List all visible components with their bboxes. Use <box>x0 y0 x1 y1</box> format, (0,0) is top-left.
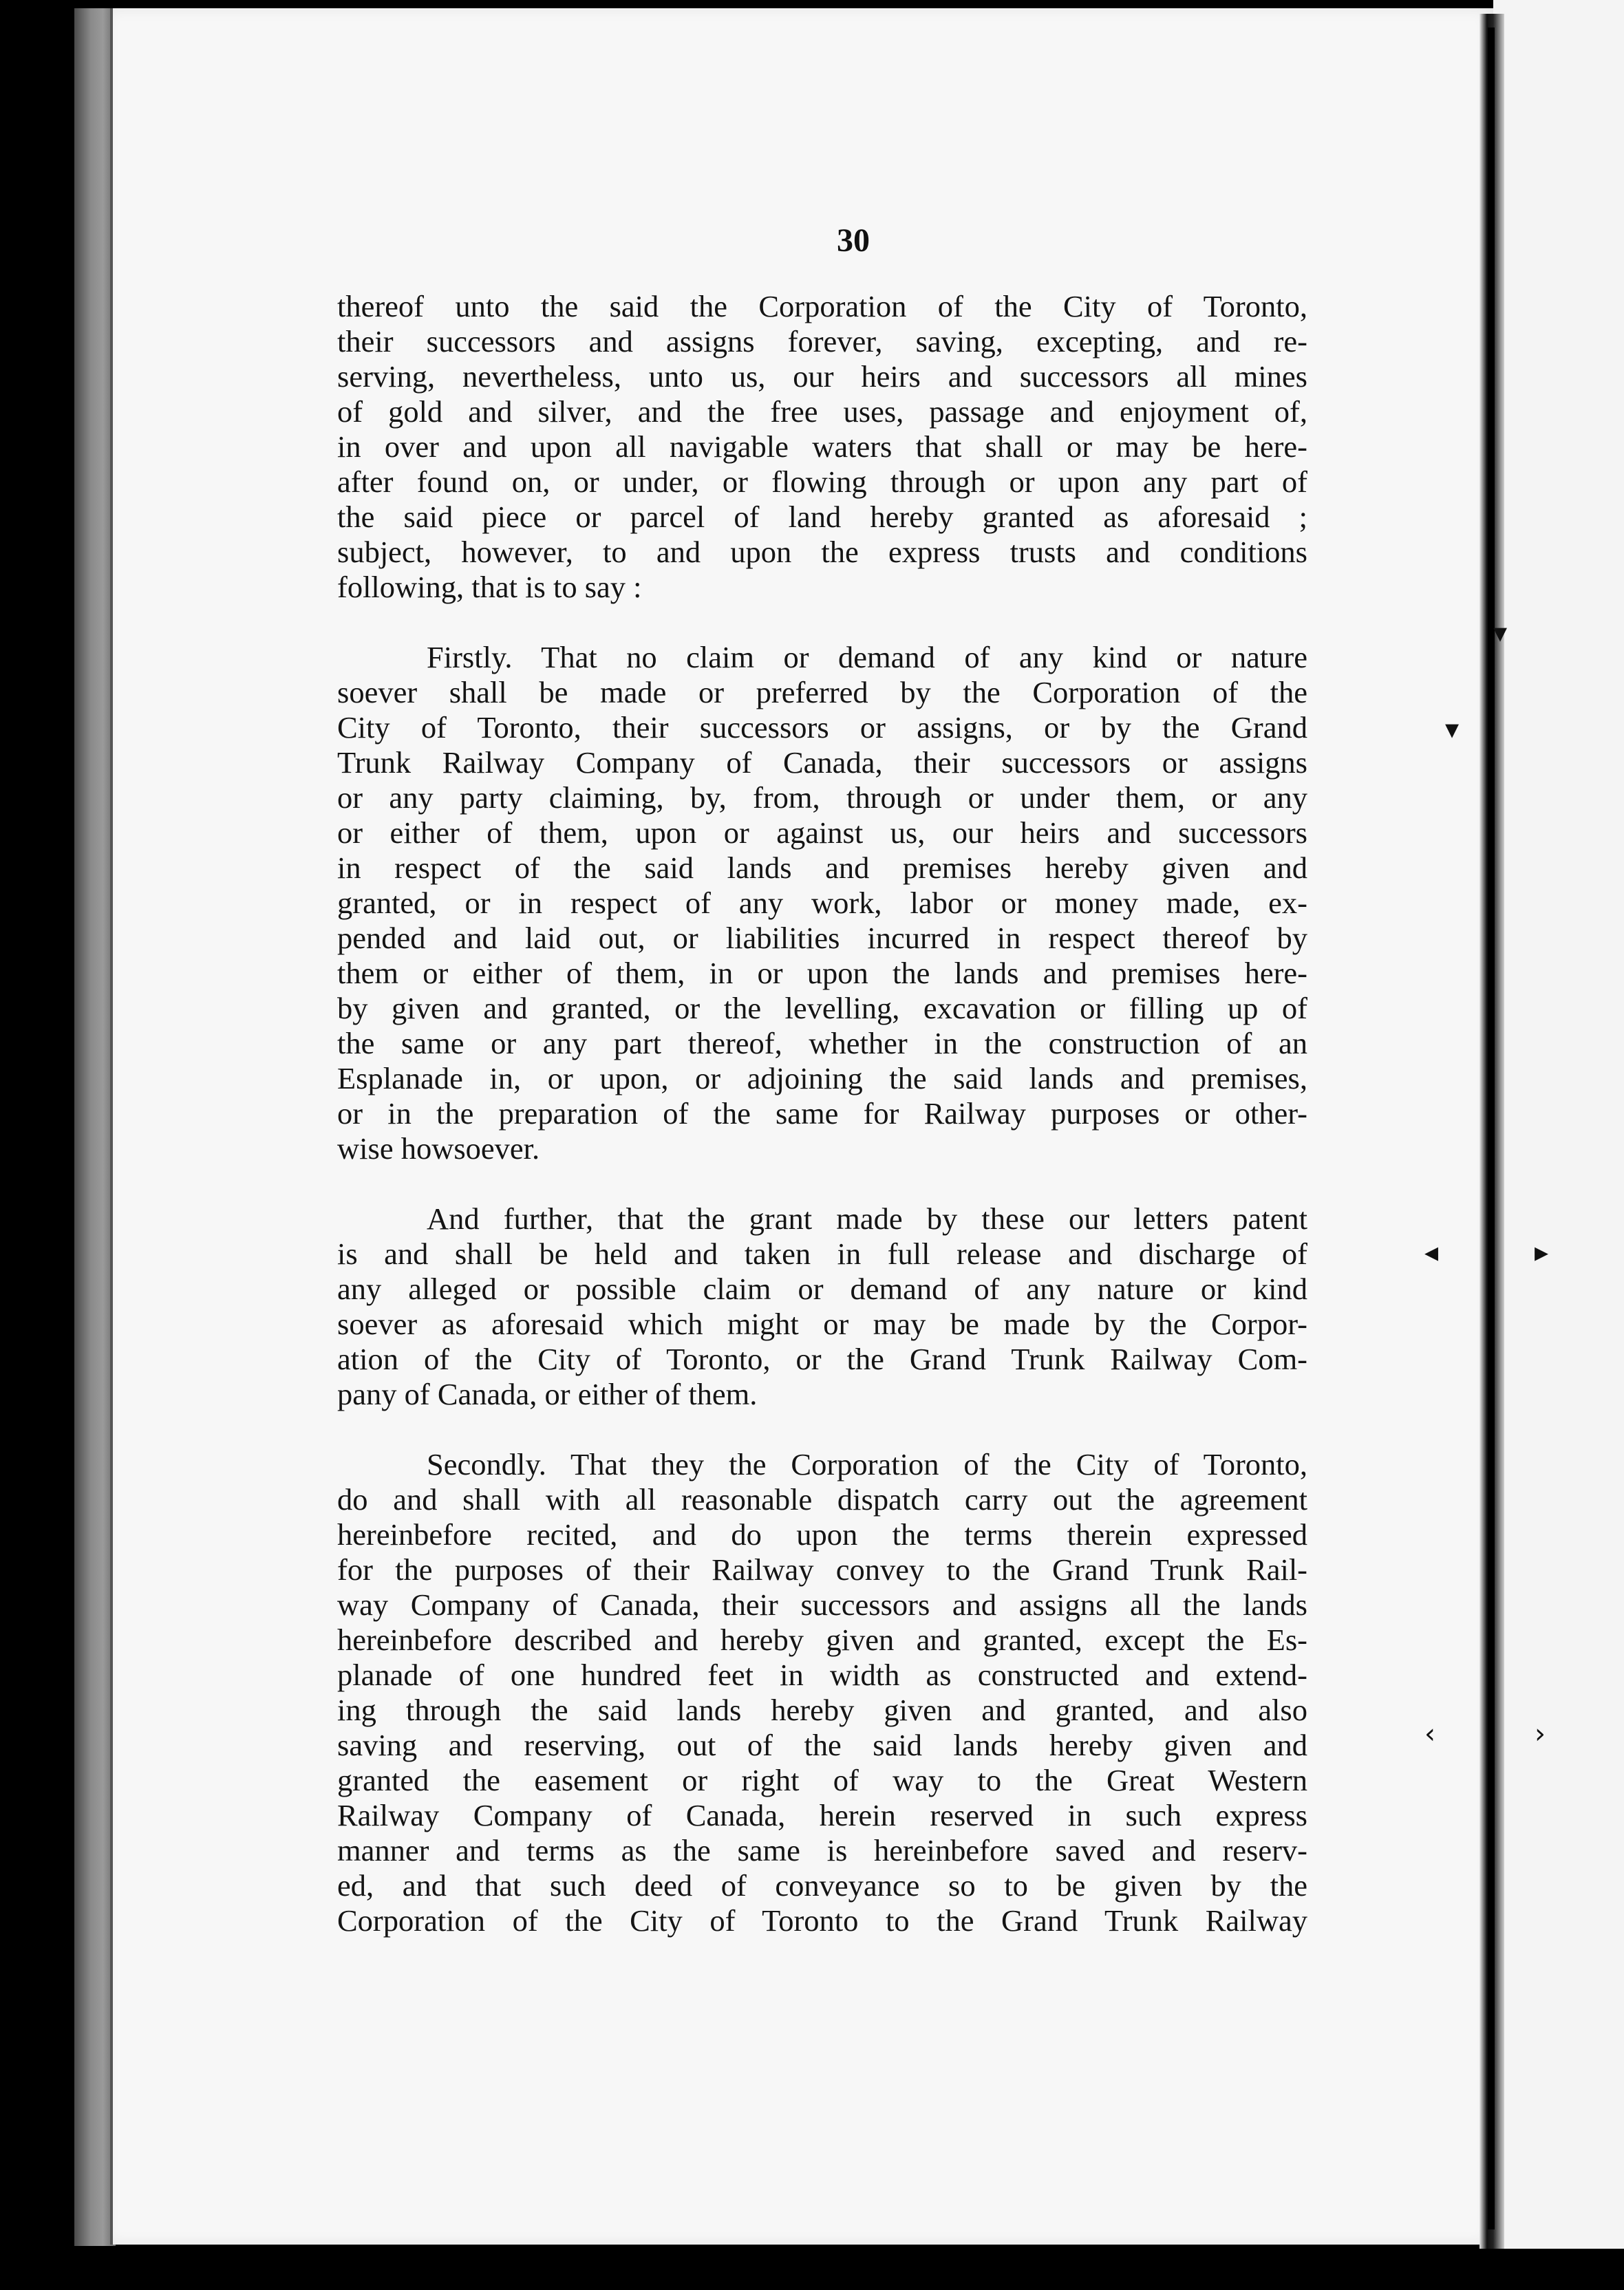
text-line: in respect of the said lands and premises hereby given and <box>337 850 1307 885</box>
text-line: do and shall with all reasonable dispatch carry out the agreement <box>337 1482 1307 1517</box>
text-line: after found on, or under, or flowing through or upon any part of <box>337 464 1307 499</box>
facing-page-edge <box>1493 0 1624 2278</box>
text-line: by given and granted, or the levelling, excavation or filling up of <box>337 991 1307 1025</box>
text-line: the said piece or parcel of land hereby granted as aforesaid ; <box>337 500 1307 534</box>
text-line: hereinbefore recited, and do upon the terms therein expressed <box>337 1517 1307 1552</box>
text-line: granted the easement or right of way to the Great Western <box>337 1763 1307 1797</box>
text-line: or either of them, upon or against us, our heirs and successors <box>337 815 1307 850</box>
text-line: them or either of them, in or upon the lands and premises here- <box>337 956 1307 990</box>
text-line: serving, nevertheless, unto us, our heirs and successors all mines <box>337 359 1307 394</box>
text-line: pany of Canada, or either of them. <box>337 1377 758 1411</box>
text-line: City of Toronto, their successors or assigns, or by the Grand <box>337 710 1307 745</box>
binding-mark: ▸ <box>1535 1237 1549 1268</box>
text-line: And further, that the grant made by these our letters patent <box>427 1201 1307 1236</box>
paragraph-secondly <box>337 1447 1307 1938</box>
text-line: in over and upon all navigable waters that shall or may be here- <box>337 429 1307 464</box>
scan-bottom-border <box>0 2249 1624 2290</box>
text-line: saving and reserving, out of the said lands hereby given and <box>337 1728 1307 1762</box>
binding-mark: ‹ <box>1424 1718 1435 1750</box>
text-line: any alleged or possible claim or demand of any nature or kind <box>337 1272 1307 1306</box>
text-line: hereinbefore described and hereby given and granted, except the Es- <box>337 1623 1307 1657</box>
text-line: or in the preparation of the same for Railway purposes or other- <box>337 1096 1307 1131</box>
text-line: subject, however, to and upon the express trusts and conditions <box>337 535 1307 569</box>
text-line: Corporation of the City of Toronto to the Grand Trunk Railway <box>337 1903 1307 1938</box>
page-number: 30 <box>837 222 870 259</box>
text-line: is and shall be held and taken in full release and discharge of <box>337 1237 1307 1271</box>
text-line: Esplanade in, or upon, or adjoining the said lands and premises, <box>337 1061 1307 1095</box>
text-line: Firstly. That no claim or demand of any kind or nature <box>427 640 1307 674</box>
left-board-edge <box>74 8 116 2246</box>
body-text <box>337 289 1307 1938</box>
text-line: Railway Company of Canada, herein reserved in such express <box>337 1798 1307 1832</box>
text-line: the same or any part thereof, whether in the construction of an <box>337 1026 1307 1060</box>
text-line: for the purposes of their Railway convey to the Grand Trunk Rail- <box>337 1552 1307 1587</box>
text-line: way Company of Canada, their successors and assigns all the lands <box>337 1587 1307 1622</box>
text-line: granted, or in respect of any work, labor or money made, ex- <box>337 886 1307 920</box>
binding-mark: ◂ <box>1424 1237 1439 1268</box>
text-line: Secondly. That they the Corporation of the City of Toronto, <box>427 1447 1307 1481</box>
binding-mark: ▾ <box>1493 617 1508 649</box>
text-line: of gold and silver, and the free uses, passage and enjoyment of, <box>337 394 1307 429</box>
text-line: ing through the said lands hereby given and granted, and also <box>337 1693 1307 1727</box>
text-line: manner and terms as the same is hereinbefore saved and reserv- <box>337 1833 1307 1868</box>
text-line: thereof unto the said the Corporation of the City of Toronto, <box>337 289 1307 323</box>
text-line: soever as aforesaid which might or may be made by the Corpor- <box>337 1307 1307 1341</box>
text-line: planade of one hundred feet in width as constructed and extend- <box>337 1658 1307 1692</box>
text-line: or any party claiming, by, from, through or under them, or any <box>337 780 1307 815</box>
paragraph-continuation <box>337 289 1307 605</box>
text-line: ed, and that such deed of conveyance so to be given by the <box>337 1868 1307 1903</box>
text-line: their successors and assigns forever, saving, excepting, and re- <box>337 324 1307 359</box>
text-line: following, that is to say : <box>337 570 642 604</box>
text-line: ation of the City of Toronto, or the Grand Trunk Railway Com- <box>337 1342 1307 1376</box>
text-line: pended and laid out, or liabilities incurred in respect thereof by <box>337 921 1307 955</box>
text-line: wise howsoever. <box>337 1131 540 1166</box>
paragraph-and-further <box>337 1201 1307 1412</box>
gutter-shadow <box>1488 28 1495 2229</box>
text-line: Trunk Railway Company of Canada, their successors or assigns <box>337 745 1307 780</box>
paragraph-firstly <box>337 640 1307 1166</box>
binding-mark: ▾ <box>1445 714 1460 745</box>
binding-mark: › <box>1535 1718 1546 1750</box>
text-line: soever shall be made or preferred by the Corporation of the <box>337 675 1307 709</box>
